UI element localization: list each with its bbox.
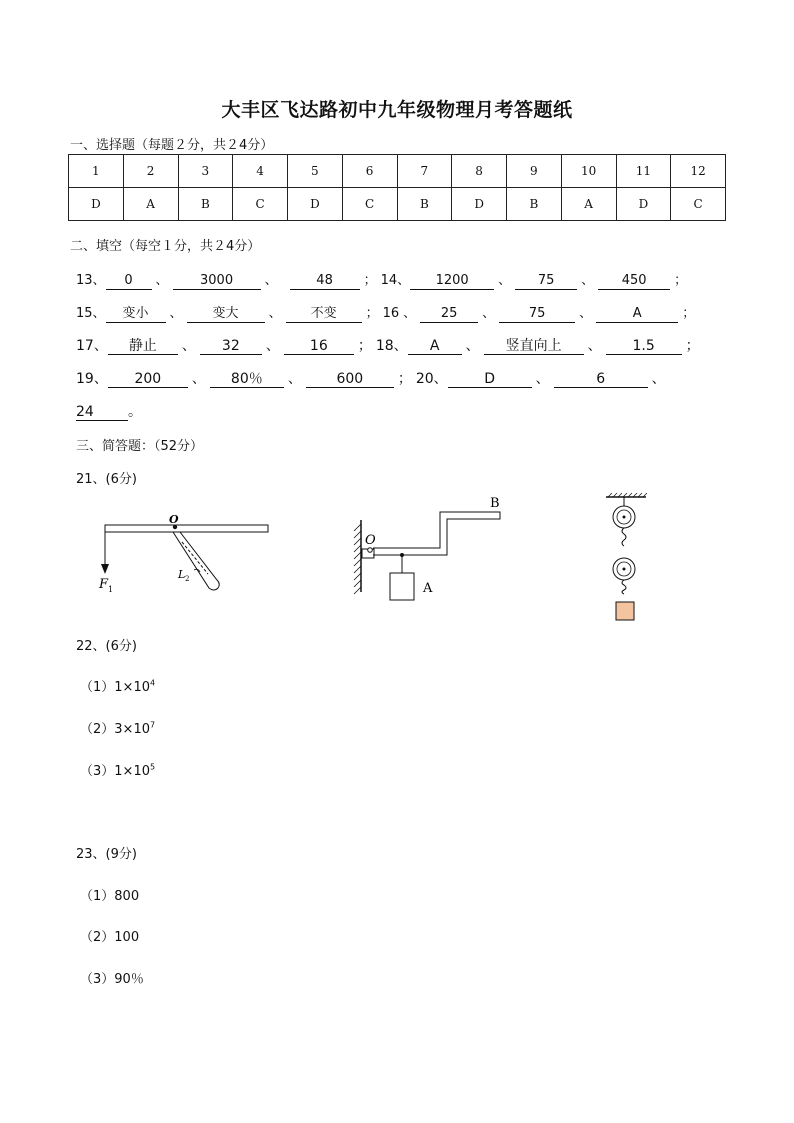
separator: ； [685,338,700,354]
arm-bracket [173,532,219,590]
q23-answer-3 [80,968,144,987]
table-cell: 6 [342,155,397,188]
separator: 、 [191,371,206,387]
item-number: （3） [80,972,115,987]
separator: ； [357,338,372,354]
lever-bar [105,525,268,532]
pulley-figure [600,492,652,624]
table-cell: 1 [69,155,124,188]
table-cell: D [288,188,343,221]
end-label: B [490,496,500,511]
answer-blank: A [408,338,462,355]
separator: ； [397,371,412,387]
table-cell: D [69,188,124,221]
separator: 、 [265,338,280,354]
fill-row-15-16 [76,302,699,323]
answer-blank: 16 [284,338,354,355]
q23-answer-2 [80,926,139,945]
answer-exponent: 4 [150,678,156,688]
lever-figure [90,508,280,598]
item-number: （1） [80,889,115,904]
separator: 、 [465,338,480,354]
separator: 、 [403,306,417,321]
separator: 、 [587,338,602,354]
table-cell: 12 [671,155,726,188]
block [390,573,414,600]
force-arrow-icon [101,564,109,574]
q23-answer-1 [80,885,139,904]
answer-blank: 48 [290,273,360,290]
answer-base: 3×10 [114,722,150,737]
section2-heading: 二、填空（每空１分，共２4分） [70,239,261,254]
answer-base: 1×10 [114,764,150,779]
separator: 、 [581,273,595,288]
separator: 、 [268,306,282,321]
table-cell: 5 [288,155,343,188]
answer-blank: 24 [76,404,128,421]
answer-blank: 75 [515,273,577,290]
separator: 、 [579,306,593,321]
fixed-pulley-axle [623,516,626,519]
hinge-pin [368,548,373,553]
answer-value: 100 [114,930,140,945]
answer-blank: 不变 [286,306,362,323]
question-label: 18、 [375,338,408,354]
question-label: 19、 [76,371,108,387]
arm-label-sub: 2 [185,575,190,583]
hook-icon [622,528,626,546]
separator: ； [674,273,688,288]
question-label: 15、 [76,306,106,321]
arm-label: L [178,568,186,581]
separator: 、 [651,371,666,387]
answer-blank: 450 [598,273,670,290]
force-label-sub: 1 [108,585,114,594]
q22-answer-1 [80,676,155,695]
answer-table [68,154,726,221]
table-cell: A [561,188,616,221]
wall-hatching [354,524,361,594]
answer-blank: 200 [108,371,188,388]
question-label: 17、 [76,338,108,354]
answer-blank: 1.5 [606,338,682,355]
separator: ； [682,306,696,321]
question-label: 20、 [415,371,448,387]
q21-label: 21、(6分) [76,472,137,487]
bent-bar [373,512,500,555]
separator: 、 [264,273,278,288]
fill-row-13-14 [76,269,691,290]
force-label: F [99,577,109,592]
answer-blank: 变小 [106,306,166,323]
brace-icon [194,569,200,572]
question-label: 14、 [380,273,411,288]
sentence-end: 。 [128,404,142,420]
fill-row-19-20 [76,368,670,388]
section1-heading: 一、选择题（每题２分，共２4分） [70,138,274,153]
table-cell: 8 [452,155,507,188]
pivot-label: O [169,513,179,526]
movable-pulley-axle [623,568,626,571]
answer-blank: 变大 [187,306,265,323]
answer-blank: 80％ [210,371,284,388]
table-cell: 4 [233,155,288,188]
table-cell: 11 [616,155,671,188]
answer-blank: 6 [554,371,648,388]
separator: ； [363,273,377,288]
table-cell: 7 [397,155,452,188]
answer-blank: 竖直向上 [484,338,584,355]
separator: 、 [535,371,550,387]
item-number: （1） [80,680,115,695]
table-cell: 9 [507,155,562,188]
q22-label: 22、(6分) [76,639,137,654]
fill-row-20-cont [76,401,142,421]
item-number: （2） [80,930,115,945]
table-cell: B [507,188,562,221]
answer-value: 90％ [114,972,144,987]
answer-blank: 25 [420,306,478,323]
question-label: 13、 [76,273,106,288]
answer-blank: D [448,371,532,388]
separator: 、 [287,371,302,387]
answer-blank: 0 [106,273,152,290]
answer-blank: 32 [200,338,262,355]
answer-blank: 600 [306,371,394,388]
answer-value: 800 [114,889,140,904]
table-cell: A [123,188,178,221]
answer-blank: 静止 [108,338,178,355]
answer-exponent: 5 [150,762,156,772]
table-cell: B [178,188,233,221]
table-cell: 3 [178,155,233,188]
hook-icon [622,580,626,594]
q22-answer-3 [80,760,155,779]
answer-blank: 3000 [173,273,261,290]
table-cell: C [671,188,726,221]
section3-heading: 三、简答题：（52分） [76,439,204,454]
question-number-row [69,155,726,188]
table-cell: D [452,188,507,221]
page-title: 大丰区飞达路初中九年级物理月考答题纸 [221,99,573,121]
separator: 、 [155,273,169,288]
answer-base: 1×10 [114,680,150,695]
answer-exponent: 7 [150,720,156,730]
answer-row [69,188,726,221]
separator: 、 [482,306,496,321]
separator: ； [365,306,379,321]
table-cell: C [342,188,397,221]
separator: 、 [181,338,196,354]
table-cell: 2 [123,155,178,188]
table-cell: C [233,188,288,221]
table-cell: 10 [561,155,616,188]
answer-blank: 75 [499,306,575,323]
weight-block [616,602,634,620]
block-label: A [423,581,433,596]
item-number: （3） [80,764,115,779]
table-cell: B [397,188,452,221]
item-number: （2） [80,722,115,737]
separator: 、 [498,273,512,288]
answer-blank: A [596,306,678,323]
bracket-figure [345,492,515,604]
table-cell: D [616,188,671,221]
q22-answer-2 [80,718,155,737]
question-label: 16 [382,306,400,321]
answer-blank: 1200 [410,273,494,290]
pivot-label: O [365,533,376,548]
fill-row-17-18 [76,335,704,355]
q23-label: 23、(9分) [76,847,137,862]
separator: 、 [169,306,183,321]
